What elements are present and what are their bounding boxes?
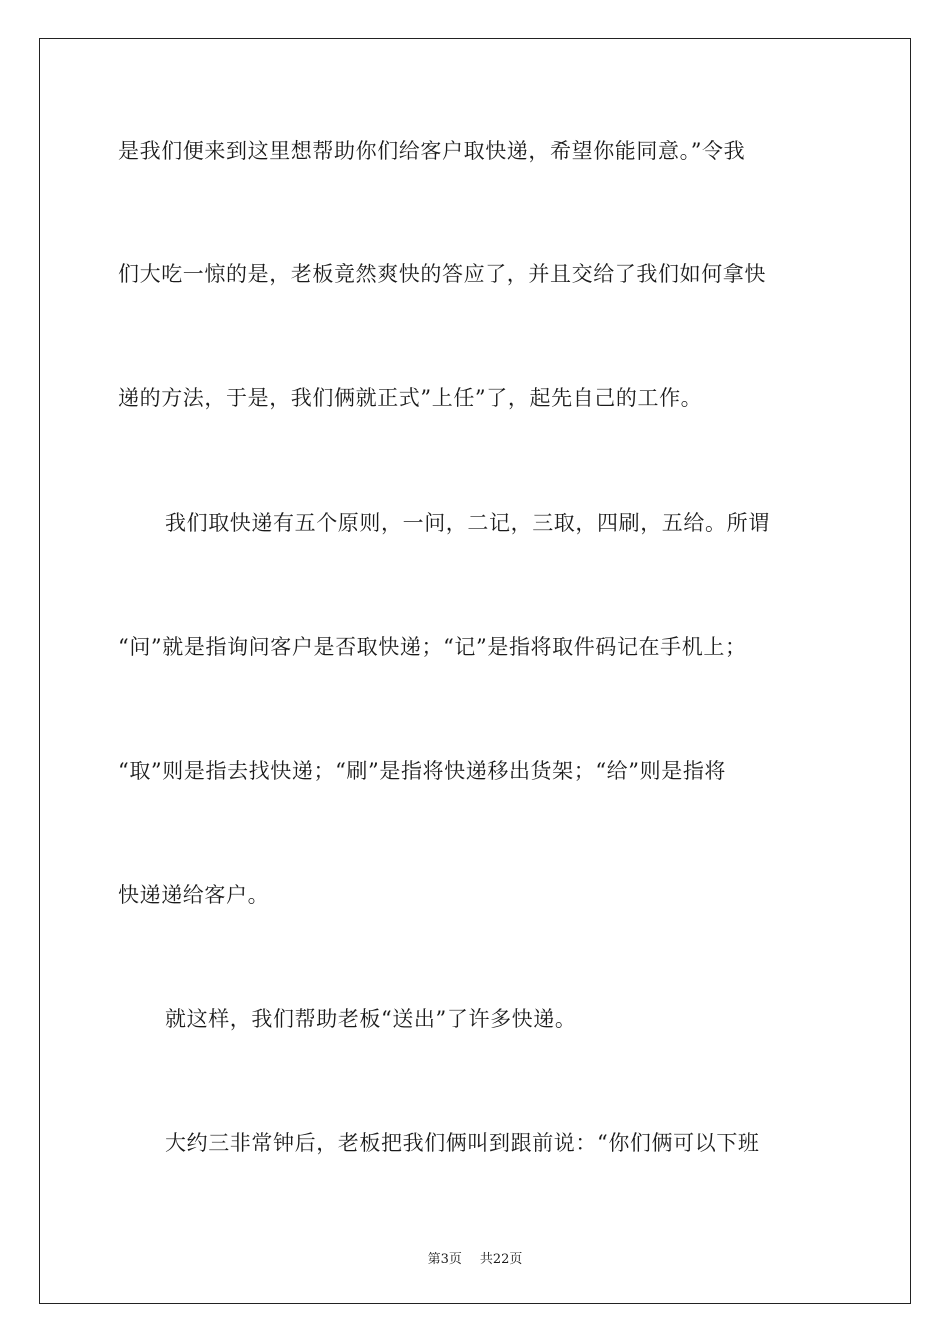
paragraph-first-line: 就这样，我们帮助老板“送出”了许多快递。 bbox=[165, 1007, 577, 1031]
text-line: 快递递给客户。 bbox=[118, 883, 270, 907]
page-total: 共22页 bbox=[479, 1252, 523, 1267]
page-number: 第3页 bbox=[427, 1252, 462, 1267]
page-footer bbox=[0, 1248, 950, 1267]
paragraph-first-line: 大约三非常钟后，老板把我们俩叫到跟前说：“你们俩可以下班 bbox=[165, 1131, 760, 1155]
paragraph-first-line: 我们取快递有五个原则，一问，二记，三取，四刷，五给。所谓 bbox=[165, 511, 770, 535]
text-line: “问”就是指询问客户是否取快递；“记”是指将取件码记在手机上； bbox=[118, 635, 747, 659]
text-line: “取”则是指去找快递；“刷”是指将快递移出货架；“给”则是指将 bbox=[118, 759, 727, 783]
page-border bbox=[39, 38, 911, 1304]
text-line: 们大吃一惊的是，老板竟然爽快的答应了，并且交给了我们如何拿快 bbox=[118, 262, 766, 286]
text-line: 是我们便来到这里想帮助你们给客户取快递，希望你能同意。”令我 bbox=[118, 139, 746, 163]
text-line: 递的方法，于是，我们俩就正式”上任”了，起先自己的工作。 bbox=[118, 386, 703, 410]
